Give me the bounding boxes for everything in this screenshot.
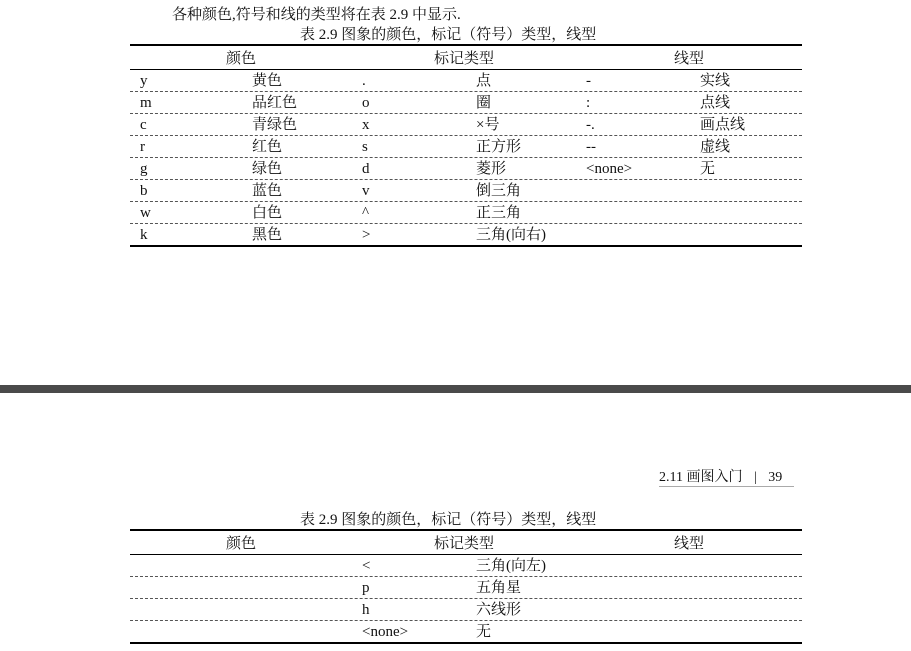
- marker-code: x: [362, 117, 370, 133]
- table-continued: [130, 529, 802, 644]
- bottom-rule-continued: [130, 642, 802, 644]
- color-code: m: [140, 95, 152, 111]
- table-top: [130, 44, 802, 247]
- header-line: 线型: [674, 51, 705, 67]
- color-name: 绿色: [252, 161, 283, 177]
- marker-name: 三角(向左): [476, 558, 546, 574]
- table-row: [130, 114, 802, 136]
- table-row: [130, 180, 802, 202]
- table-row: [130, 70, 802, 92]
- header-marker: 标记类型: [434, 51, 495, 67]
- running-header-section: 2.11 画图入门: [659, 470, 743, 485]
- marker-code: <: [362, 558, 371, 574]
- marker-code: v: [362, 183, 370, 199]
- bottom-rule: [130, 245, 802, 247]
- color-name: 品红色: [252, 95, 298, 111]
- marker-code: d: [362, 161, 370, 177]
- color-name: 红色: [252, 139, 283, 155]
- marker-name: 正三角: [476, 205, 522, 221]
- intro-text: 各种颜色,符号和线的类型将在表 2.9 中显示.: [172, 7, 461, 23]
- color-code: b: [140, 183, 148, 199]
- marker-code: o: [362, 95, 370, 111]
- line-code: --: [586, 139, 596, 155]
- page-number: 39: [768, 470, 783, 485]
- page-divider: [0, 385, 911, 393]
- line-name: 实线: [700, 73, 731, 89]
- marker-name: ×号: [476, 117, 500, 133]
- line-code: -.: [586, 117, 595, 133]
- top-rule-continued: [130, 529, 802, 531]
- marker-code: h: [362, 602, 370, 618]
- header-color-continued: 颜色: [226, 536, 257, 552]
- marker-name: 圈: [476, 95, 492, 111]
- marker-name: 倒三角: [476, 183, 522, 199]
- table-row: [130, 555, 802, 577]
- color-code: w: [140, 205, 151, 221]
- marker-code: <none>: [362, 624, 409, 640]
- table-row: [130, 136, 802, 158]
- header-marker-continued: 标记类型: [434, 536, 495, 552]
- table-row: [130, 577, 802, 599]
- color-code: c: [140, 117, 147, 133]
- marker-code: ^: [362, 205, 370, 221]
- color-name: 青绿色: [252, 117, 298, 133]
- running-header: [659, 466, 782, 486]
- line-code: :: [586, 95, 591, 111]
- table-row: [130, 599, 802, 621]
- line-name: 点线: [700, 95, 731, 111]
- running-header-separator: |: [753, 470, 757, 485]
- line-name: 虚线: [700, 139, 731, 155]
- marker-code: .: [362, 73, 366, 89]
- running-header-rule: [659, 486, 794, 487]
- line-code: <none>: [586, 161, 633, 177]
- table-row: [130, 202, 802, 224]
- table-row: [130, 621, 802, 642]
- color-name: 蓝色: [252, 183, 283, 199]
- marker-name: 五角星: [476, 580, 522, 596]
- marker-name: 正方形: [476, 139, 522, 155]
- table-caption-continued: 表 2.9 图象的颜色，标记（符号）类型，线型: [300, 512, 597, 528]
- marker-code: >: [362, 227, 371, 243]
- top-rule: [130, 44, 802, 46]
- table-row: [130, 224, 802, 245]
- color-code: y: [140, 73, 148, 89]
- table-row: [130, 158, 802, 180]
- color-code: k: [140, 227, 148, 243]
- marker-code: p: [362, 580, 370, 596]
- marker-name: 六线形: [476, 602, 522, 618]
- table-body-continued: [130, 555, 802, 642]
- line-code: -: [586, 73, 591, 89]
- table-header-row-continued: [130, 533, 802, 554]
- table-body: [130, 70, 802, 245]
- line-name: 无: [700, 161, 716, 177]
- color-name: 黄色: [252, 73, 283, 89]
- table-row: [130, 92, 802, 114]
- marker-name: 无: [476, 624, 492, 640]
- marker-name: 点: [476, 73, 492, 89]
- color-name: 白色: [252, 205, 283, 221]
- marker-name: 三角(向右): [476, 227, 546, 243]
- marker-name: 菱形: [476, 161, 507, 177]
- table-header-row: [130, 48, 802, 69]
- color-code: g: [140, 161, 148, 177]
- header-color: 颜色: [226, 51, 257, 67]
- color-name: 黑色: [252, 227, 283, 243]
- header-line-continued: 线型: [674, 536, 705, 552]
- marker-code: s: [362, 139, 368, 155]
- line-name: 画点线: [700, 117, 746, 133]
- table-caption: 表 2.9 图象的颜色，标记（符号）类型，线型: [300, 27, 597, 43]
- color-code: r: [140, 139, 145, 155]
